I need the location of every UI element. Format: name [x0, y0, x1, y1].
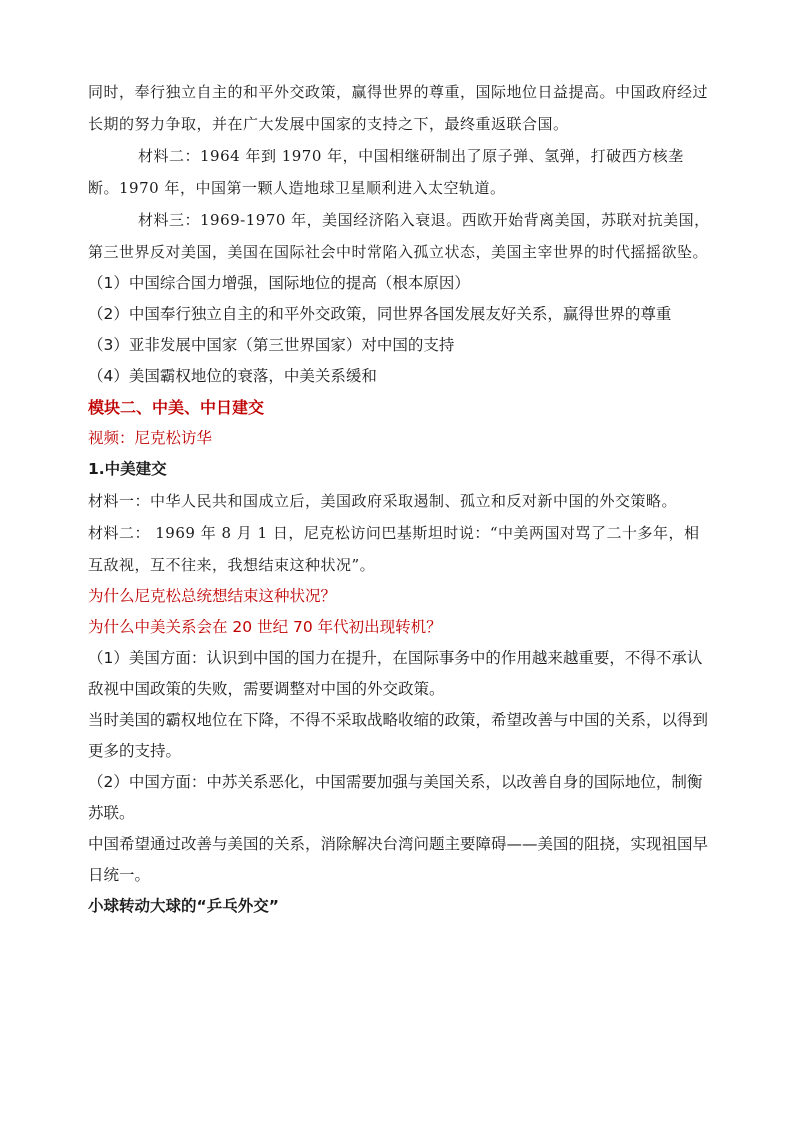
answer-us-hegemony: 当时美国的霸权地位在下降，不得不采取战略收缩的政策，希望改善与中国的关系，以得到更多的支持。: [88, 711, 709, 760]
section-title-sino-us: 1.中美建交: [88, 460, 167, 478]
answer-china-side: （2）中国方面：中苏关系恶化，中国需要加强与美国关系，以改善自身的国际地位，制衡苏联。: [88, 773, 703, 822]
reason-item-1: （1）中国综合国力增强，国际地位的提高（根本原因）: [88, 274, 470, 292]
reason-item-2: （2）中国奉行独立自主的和平外交政策，同世界各国发展友好关系，赢得世界的尊重: [88, 305, 672, 323]
nixon-quote-paragraph: 材料二： 1969 年 8 月 1 日，尼克松访问巴基斯坦时说：“中美两国对骂了二十多年，相互敌视，互不往来，我想结束这种状况”。: [88, 524, 700, 574]
module-two-heading: 模块二、中美、中日建交: [88, 398, 265, 417]
material-three-paragraph: 材料三：1969-1970 年，美国经济陷入衰退。西欧开始背离美国，苏联对抗美国，第三世界反对美国，美国在国际社会中时常陷入孤立状态，美国主宰世界的时代摇摇欲坠。: [88, 211, 710, 261]
question-nixon: 为什么尼克松总统想结束这种状况？: [88, 587, 337, 605]
material-one-paragraph: 材料一：中华人民共和国成立后，美国政府采取遏制、孤立和反对新中国的外交策略。: [88, 492, 678, 510]
answer-china-taiwan: 中国希望通过改善与美国的关系，消除解决台湾问题主要障碍——美国的阻挠，实现祖国早日统一。: [88, 835, 709, 884]
video-label: 视频：尼克松访华: [88, 429, 213, 447]
reason-item-4: （4）美国霸权地位的衰落，中美关系缓和: [88, 367, 377, 385]
question-turning-point: 为什么中美关系会在 20 世纪 70 年代初出现转机？: [88, 618, 442, 636]
pingpong-diplomacy-title: 小球转动大球的“乒乓外交”: [88, 897, 279, 915]
reason-item-3: （3）亚非发展中国家（第三世界国家）对中国的支持: [88, 336, 455, 354]
intro-paragraph: 同时，奉行独立自主的和平外交政策，赢得世界的尊重，国际地位日益提高。中国政府经过长期的努力争取，并在广大发展中国家的支持之下，最终重返联合国。: [88, 83, 709, 133]
answer-us-side: （1）美国方面：认识到中国的国力在提升，在国际事务中的作用越来越重要，不得不承认敌视中国政策的失败，需要调整对中国的外交政策。: [88, 649, 703, 698]
document-body: [88, 76, 710, 922]
material-two-paragraph: 材料二：1964 年到 1970 年，中国相继研制出了原子弹、氢弹，打破西方核垄断。1970 年，中国第一颗人造地球卫星顺利进入太空轨道。: [88, 147, 684, 197]
